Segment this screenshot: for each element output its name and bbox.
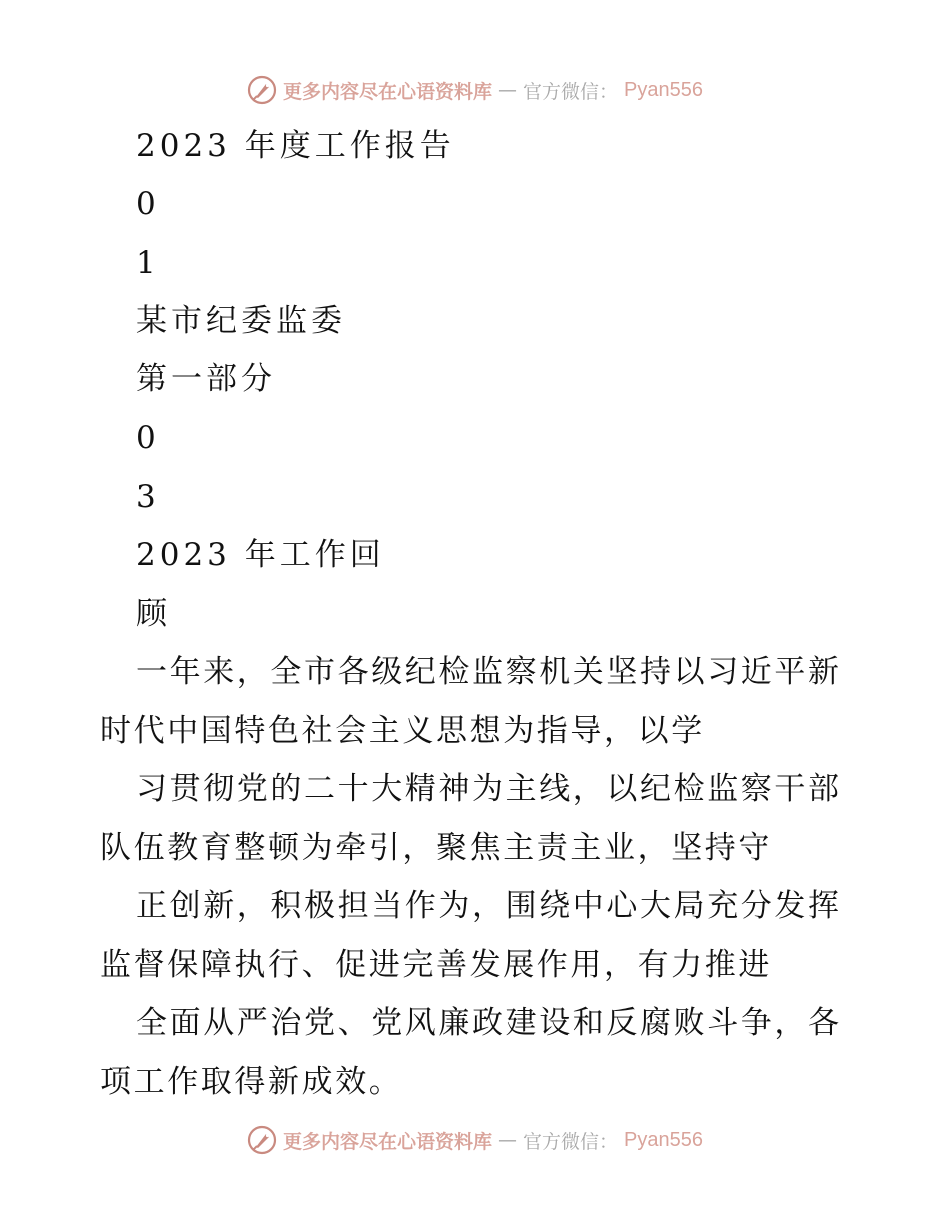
watermark-group bbox=[247, 1125, 703, 1155]
document-number-1: 1 bbox=[136, 245, 160, 281]
document-title: 2023 年度工作报告 bbox=[136, 128, 455, 164]
document-number-0-second: 0 bbox=[136, 420, 160, 456]
paragraph-line: 一年来，全市各级纪检监察机关坚持以习近平新 bbox=[136, 654, 842, 690]
section-heading-line-1: 2023 年工作回 bbox=[136, 537, 385, 573]
document-part-heading: 第一部分 bbox=[136, 361, 276, 397]
paragraph-line: 时代中国特色社会主义思想为指导，以学 bbox=[100, 713, 705, 749]
paragraph-line: 习贯彻党的二十大精神为主线，以纪检监察干部 bbox=[136, 771, 842, 807]
watermark-wechat-id: Pyan556 bbox=[624, 1128, 703, 1151]
watermark-separator: — bbox=[498, 79, 518, 101]
paragraph-line: 正创新，积极担当作为，围绕中心大局充分发挥 bbox=[136, 888, 842, 924]
watermark-wechat-label: 官方微信： bbox=[523, 1130, 619, 1153]
paragraph-line: 全面从严治党、党风廉政建设和反腐败斗争，各 bbox=[136, 1005, 842, 1041]
pen-nib-logo-icon bbox=[247, 1125, 277, 1155]
header-watermark bbox=[0, 70, 950, 110]
watermark-main-text: 更多内容尽在心语资料库 bbox=[283, 80, 493, 103]
pen-nib-logo-icon bbox=[247, 75, 277, 105]
section-heading-line-2: 顾 bbox=[136, 596, 171, 632]
document-organization: 某市纪委监委 bbox=[136, 303, 346, 339]
paragraph-line: 队伍教育整顿为牵引，聚焦主责主业，坚持守 bbox=[100, 830, 772, 866]
watermark-group bbox=[247, 75, 703, 105]
paragraph-line: 监督保障执行、促进完善发展作用，有力推进 bbox=[100, 947, 772, 983]
document-number-0: 0 bbox=[136, 186, 160, 222]
watermark-wechat-id: Pyan556 bbox=[624, 78, 703, 101]
document-number-3: 3 bbox=[136, 479, 160, 515]
footer-watermark bbox=[0, 1120, 950, 1160]
paragraph-line: 项工作取得新成效。 bbox=[100, 1064, 403, 1100]
watermark-separator: — bbox=[498, 1129, 518, 1151]
watermark-main-text: 更多内容尽在心语资料库 bbox=[283, 1130, 493, 1153]
watermark-wechat-label: 官方微信： bbox=[523, 80, 619, 103]
